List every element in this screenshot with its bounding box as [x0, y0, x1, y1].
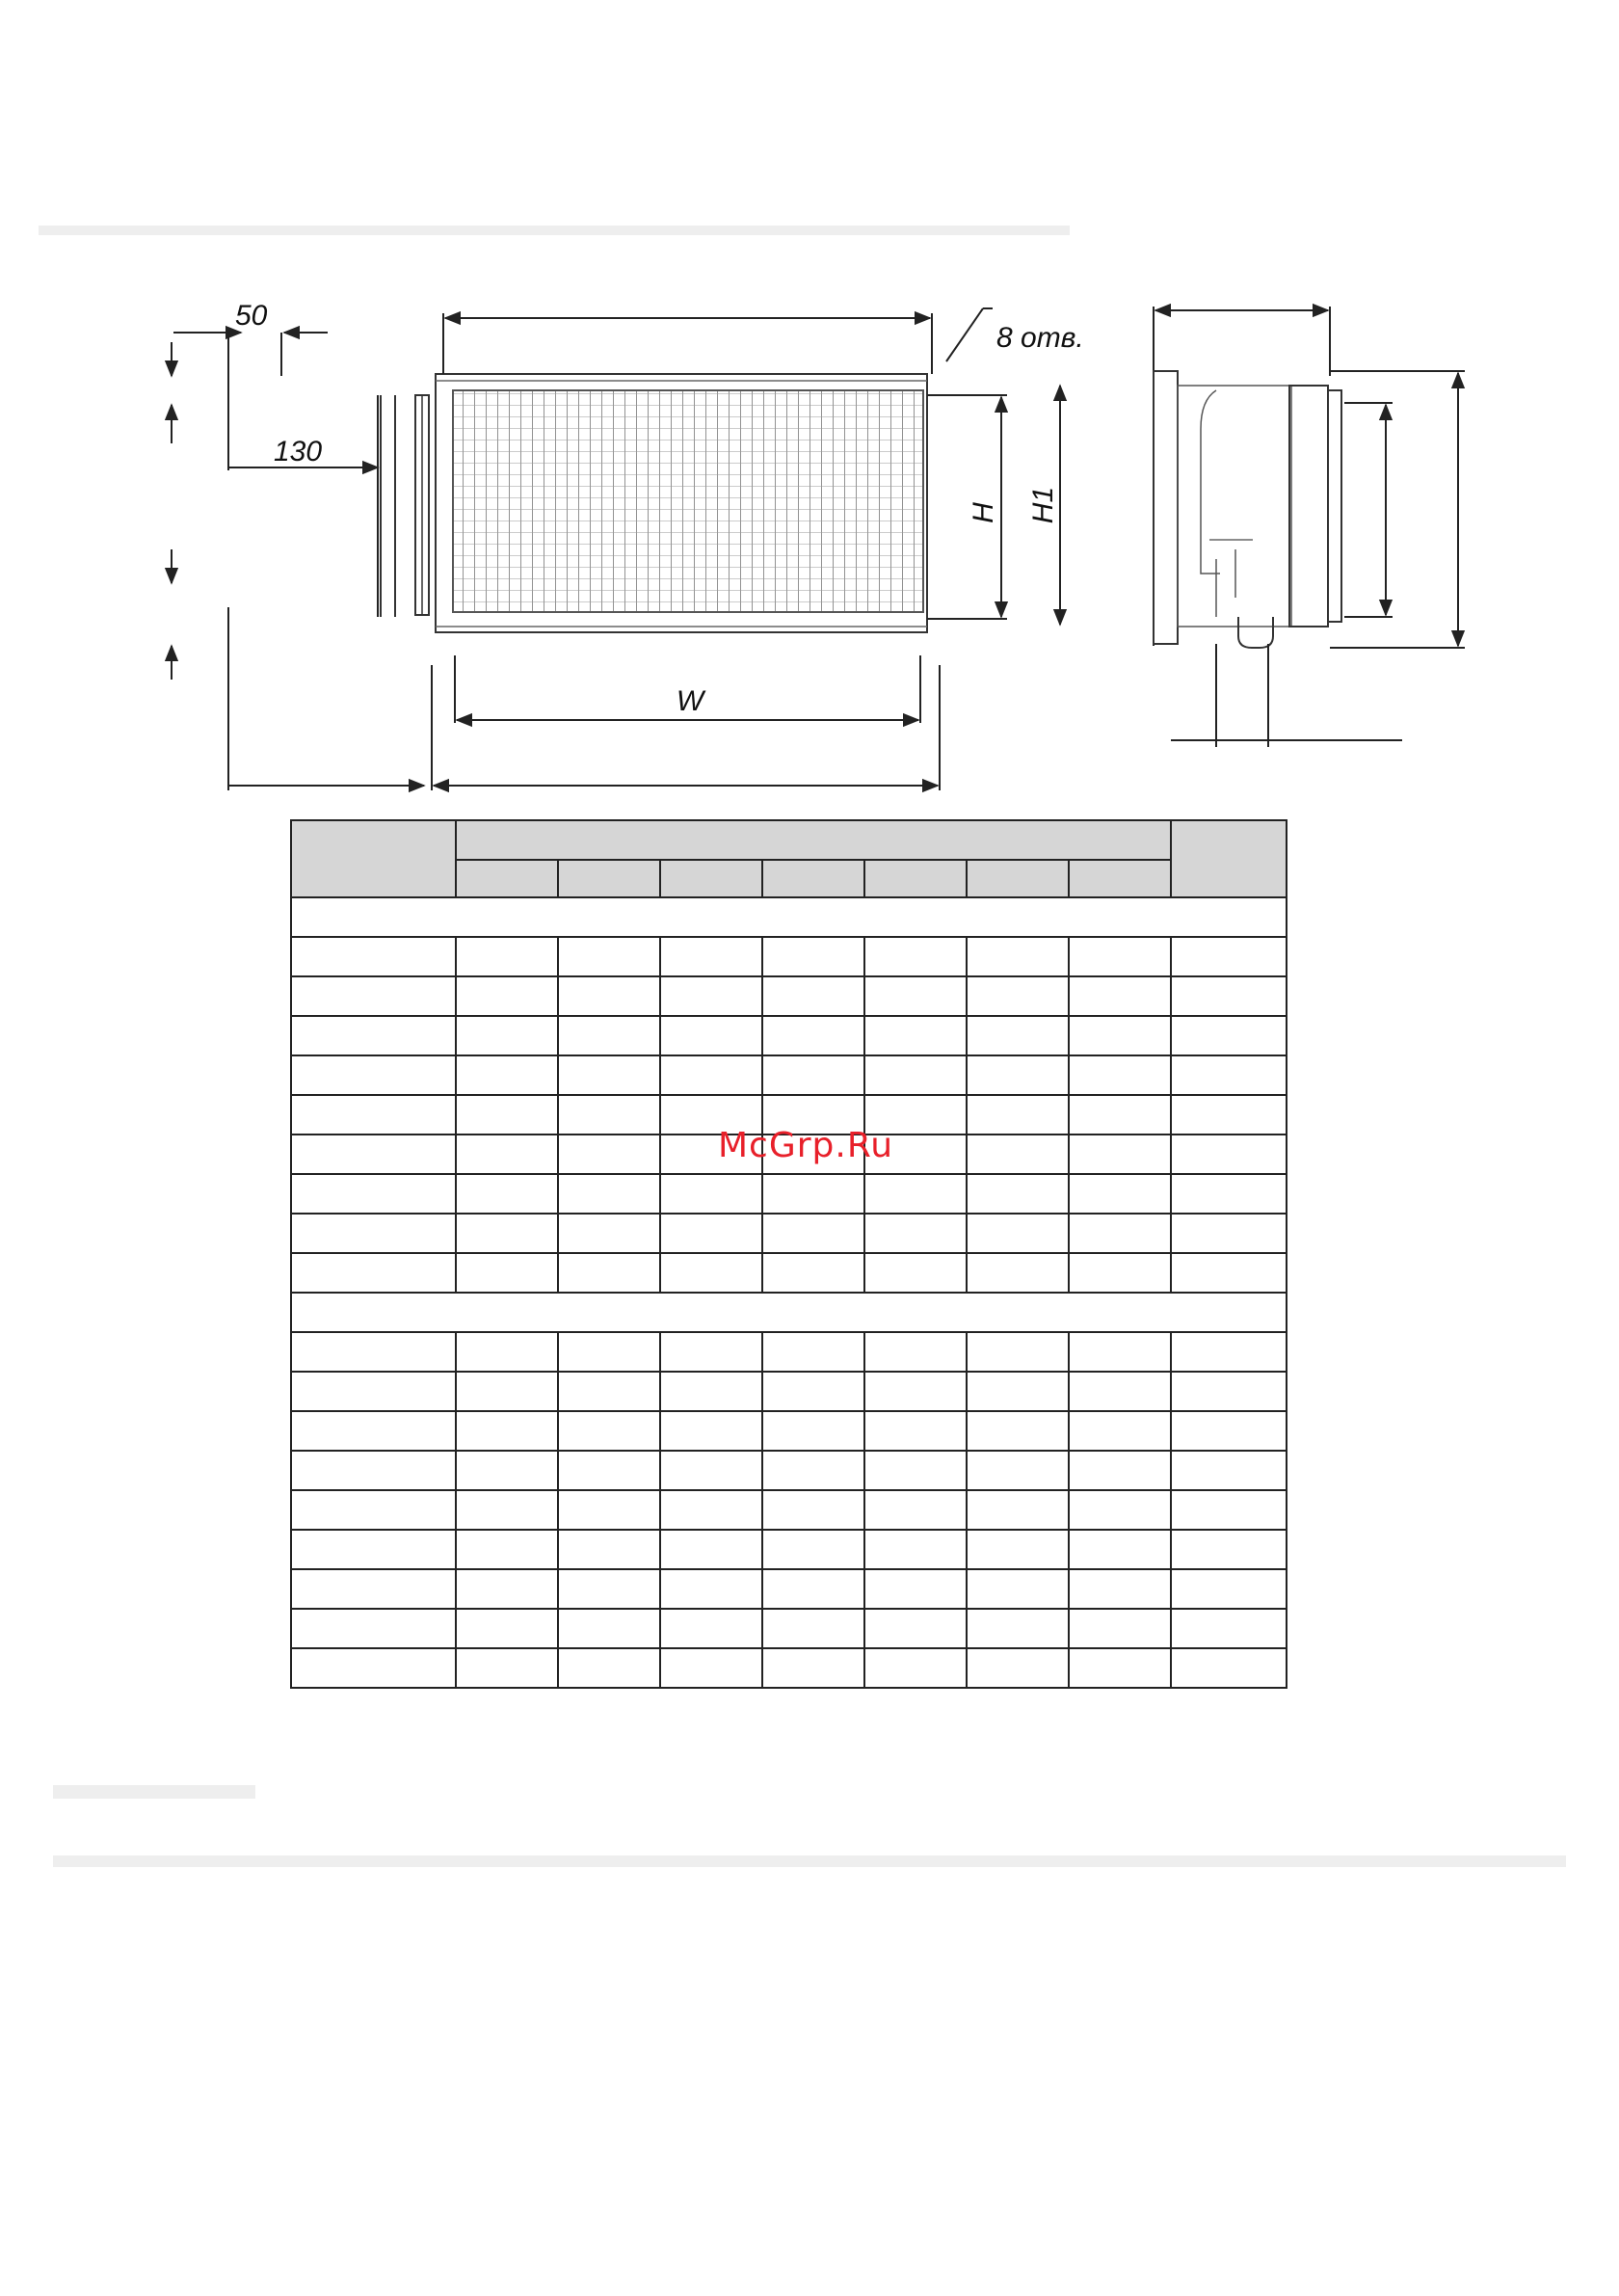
table-row	[291, 1055, 1287, 1095]
table-cell	[558, 1648, 660, 1688]
header-cell-last	[1171, 820, 1287, 897]
table-cell	[1171, 1609, 1287, 1648]
table-cell	[558, 937, 660, 976]
group-cell	[291, 897, 1287, 937]
table-cell	[456, 1372, 558, 1411]
table-cell	[660, 937, 762, 976]
table-cell	[558, 1569, 660, 1609]
table-cell	[967, 976, 1069, 1016]
table-cell	[558, 1490, 660, 1530]
w-dimension	[432, 655, 940, 790]
table-cell	[1069, 1451, 1171, 1490]
table-cell	[456, 1648, 558, 1688]
table-cell	[456, 1490, 558, 1530]
faint-text-line-heading	[53, 1785, 255, 1799]
table-cell	[558, 1214, 660, 1253]
table-cell	[291, 1648, 456, 1688]
dim-50-label: 50	[235, 300, 268, 332]
table-cell	[291, 1530, 456, 1569]
table-cell	[1171, 1095, 1287, 1135]
table-cell	[660, 1451, 762, 1490]
table-cell	[762, 1214, 864, 1253]
table-cell	[660, 1490, 762, 1530]
subheader-cell	[864, 860, 967, 897]
table-cell	[864, 1648, 967, 1688]
table-cell	[864, 976, 967, 1016]
table-cell	[967, 1490, 1069, 1530]
table-row	[291, 1253, 1287, 1293]
table-cell	[1069, 1214, 1171, 1253]
table-cell	[456, 1569, 558, 1609]
table-cell	[967, 1648, 1069, 1688]
table-cell	[762, 1016, 864, 1055]
table-cell	[762, 1372, 864, 1411]
table-cell	[1171, 1490, 1287, 1530]
table-cell	[660, 1372, 762, 1411]
table-cell	[762, 1648, 864, 1688]
holes-label: 8 отв.	[996, 322, 1084, 354]
table-cell	[967, 1055, 1069, 1095]
table-group-row	[291, 1293, 1287, 1332]
table-cell	[456, 1214, 558, 1253]
table-cell	[967, 1016, 1069, 1055]
table-cell	[1171, 1411, 1287, 1451]
faint-text-line-paragraph	[53, 1855, 1566, 1867]
table-cell	[456, 976, 558, 1016]
table-row	[291, 1174, 1287, 1214]
table-cell	[864, 1411, 967, 1451]
spec-table	[290, 819, 1287, 1689]
table-cell	[967, 1214, 1069, 1253]
table-cell	[558, 1372, 660, 1411]
table-cell	[660, 1332, 762, 1372]
table-cell	[864, 1016, 967, 1055]
table-cell	[1171, 937, 1287, 976]
table-cell	[456, 1451, 558, 1490]
table-cell	[1171, 1135, 1287, 1174]
table-cell	[558, 976, 660, 1016]
table-cell	[1171, 1016, 1287, 1055]
table-cell	[1171, 1174, 1287, 1214]
table-cell	[660, 1016, 762, 1055]
table-cell	[291, 1016, 456, 1055]
table-cell	[762, 976, 864, 1016]
subheader-cell	[1069, 860, 1171, 897]
table-cell	[291, 1609, 456, 1648]
table-header-row	[291, 820, 1287, 860]
table-cell	[864, 1332, 967, 1372]
table-cell	[1069, 1569, 1171, 1609]
front-view	[381, 374, 927, 632]
table-cell	[967, 1530, 1069, 1569]
table-cell	[967, 1332, 1069, 1372]
table-cell	[291, 1569, 456, 1609]
table-cell	[291, 1174, 456, 1214]
table-cell	[864, 1569, 967, 1609]
table-cell	[558, 1253, 660, 1293]
header-cell-dimensions	[456, 820, 1171, 860]
table-cell	[558, 1016, 660, 1055]
table-cell	[762, 1055, 864, 1095]
table-cell	[1069, 1055, 1171, 1095]
table-cell	[762, 1530, 864, 1569]
table-row	[291, 1490, 1287, 1530]
table-cell	[864, 937, 967, 976]
left-detail	[172, 333, 424, 790]
table-cell	[1069, 1490, 1171, 1530]
table-cell	[864, 1451, 967, 1490]
table-cell	[291, 1253, 456, 1293]
table-cell	[864, 1055, 967, 1095]
table-cell	[1171, 1253, 1287, 1293]
subheader-cell	[660, 860, 762, 897]
table-cell	[1069, 937, 1171, 976]
table-cell	[967, 1135, 1069, 1174]
table-cell	[291, 1490, 456, 1530]
table-cell	[291, 1332, 456, 1372]
dim-h1-label: H1	[1027, 486, 1059, 524]
table-cell	[558, 1530, 660, 1569]
table-cell	[456, 1530, 558, 1569]
table-row	[291, 1214, 1287, 1253]
subheader-cell	[558, 860, 660, 897]
table-cell	[1171, 1530, 1287, 1569]
table-cell	[660, 1569, 762, 1609]
table-cell	[456, 1174, 558, 1214]
table-row	[291, 1609, 1287, 1648]
table-cell	[660, 1214, 762, 1253]
table-cell	[762, 1609, 864, 1648]
table-cell	[558, 1174, 660, 1214]
table-cell	[967, 1451, 1069, 1490]
table-cell	[967, 1411, 1069, 1451]
front-top-dimension	[443, 308, 993, 374]
table-row	[291, 1530, 1287, 1569]
table-cell	[967, 1372, 1069, 1411]
table-row	[291, 1411, 1287, 1451]
table-cell	[558, 1332, 660, 1372]
header-cell-model	[291, 820, 456, 897]
table-cell	[660, 1174, 762, 1214]
table-cell	[660, 1411, 762, 1451]
table-cell	[1171, 1451, 1287, 1490]
table-cell	[291, 1411, 456, 1451]
table-cell	[660, 1609, 762, 1648]
table-cell	[762, 1411, 864, 1451]
dim-130-label: 130	[274, 436, 323, 467]
table-cell	[456, 1253, 558, 1293]
table-cell	[762, 1490, 864, 1530]
table-cell	[456, 1016, 558, 1055]
table-cell	[1069, 1253, 1171, 1293]
table-cell	[291, 1055, 456, 1095]
table-cell	[1171, 1569, 1287, 1609]
table-cell	[558, 1135, 660, 1174]
table-cell	[291, 1451, 456, 1490]
table-cell	[456, 1135, 558, 1174]
table-cell	[291, 976, 456, 1016]
table-cell	[1171, 1372, 1287, 1411]
table-row	[291, 1648, 1287, 1688]
table-cell	[1069, 1411, 1171, 1451]
table-row	[291, 976, 1287, 1016]
table-cell	[967, 1174, 1069, 1214]
table-cell	[1069, 1174, 1171, 1214]
table-row	[291, 1016, 1287, 1055]
table-cell	[864, 1609, 967, 1648]
table-cell	[1069, 1095, 1171, 1135]
table-cell	[456, 1095, 558, 1135]
group-cell	[291, 1293, 1287, 1332]
table-cell	[660, 1253, 762, 1293]
table-cell	[864, 1214, 967, 1253]
table-cell	[1069, 1135, 1171, 1174]
table-cell	[1171, 976, 1287, 1016]
technical-drawing	[0, 0, 1619, 819]
table-cell	[456, 937, 558, 976]
table-cell	[1171, 1648, 1287, 1688]
table-cell	[762, 1174, 864, 1214]
table-cell	[291, 1135, 456, 1174]
table-cell	[1069, 1648, 1171, 1688]
table-cell	[762, 1451, 864, 1490]
table-cell	[558, 1055, 660, 1095]
table-cell	[558, 1451, 660, 1490]
table-group-row	[291, 897, 1287, 937]
table-cell	[762, 1569, 864, 1609]
table-cell	[1069, 1530, 1171, 1569]
table-cell	[291, 1214, 456, 1253]
table-cell	[762, 937, 864, 976]
table-cell	[558, 1411, 660, 1451]
table-body	[291, 897, 1287, 1688]
table-cell	[291, 1095, 456, 1135]
table-cell	[558, 1095, 660, 1135]
table-row	[291, 1332, 1287, 1372]
table-cell	[864, 1174, 967, 1214]
table-cell	[1069, 1372, 1171, 1411]
table-cell	[660, 1648, 762, 1688]
table-cell	[1171, 1332, 1287, 1372]
table-cell	[967, 1569, 1069, 1609]
table-cell	[291, 937, 456, 976]
table-row	[291, 1372, 1287, 1411]
dim-w-label: W	[676, 685, 704, 717]
dim-h-label: H	[968, 502, 999, 523]
table-cell	[456, 1609, 558, 1648]
side-view	[1154, 307, 1465, 747]
watermark: McGrp.Ru	[718, 1126, 894, 1165]
table-cell	[1069, 976, 1171, 1016]
table-cell	[660, 1530, 762, 1569]
table-cell	[1069, 1016, 1171, 1055]
table-cell	[1171, 1214, 1287, 1253]
table-cell	[456, 1055, 558, 1095]
table-cell	[1069, 1332, 1171, 1372]
subheader-cell	[762, 860, 864, 897]
table-cell	[456, 1332, 558, 1372]
table-cell	[660, 976, 762, 1016]
table-cell	[864, 1253, 967, 1293]
table-cell	[864, 1372, 967, 1411]
table-cell	[1171, 1055, 1287, 1095]
table-row	[291, 1451, 1287, 1490]
table-row	[291, 937, 1287, 976]
table-cell	[762, 1253, 864, 1293]
table-cell	[456, 1411, 558, 1451]
table-cell	[558, 1609, 660, 1648]
table-cell	[762, 1332, 864, 1372]
table-row	[291, 1569, 1287, 1609]
table-cell	[1069, 1609, 1171, 1648]
table-cell	[660, 1055, 762, 1095]
table-cell	[967, 937, 1069, 976]
table-cell	[291, 1372, 456, 1411]
subheader-cell	[456, 860, 558, 897]
table-cell	[967, 1609, 1069, 1648]
table-cell	[967, 1253, 1069, 1293]
table-cell	[864, 1490, 967, 1530]
subheader-cell	[967, 860, 1069, 897]
table-cell	[967, 1095, 1069, 1135]
table-cell	[864, 1530, 967, 1569]
